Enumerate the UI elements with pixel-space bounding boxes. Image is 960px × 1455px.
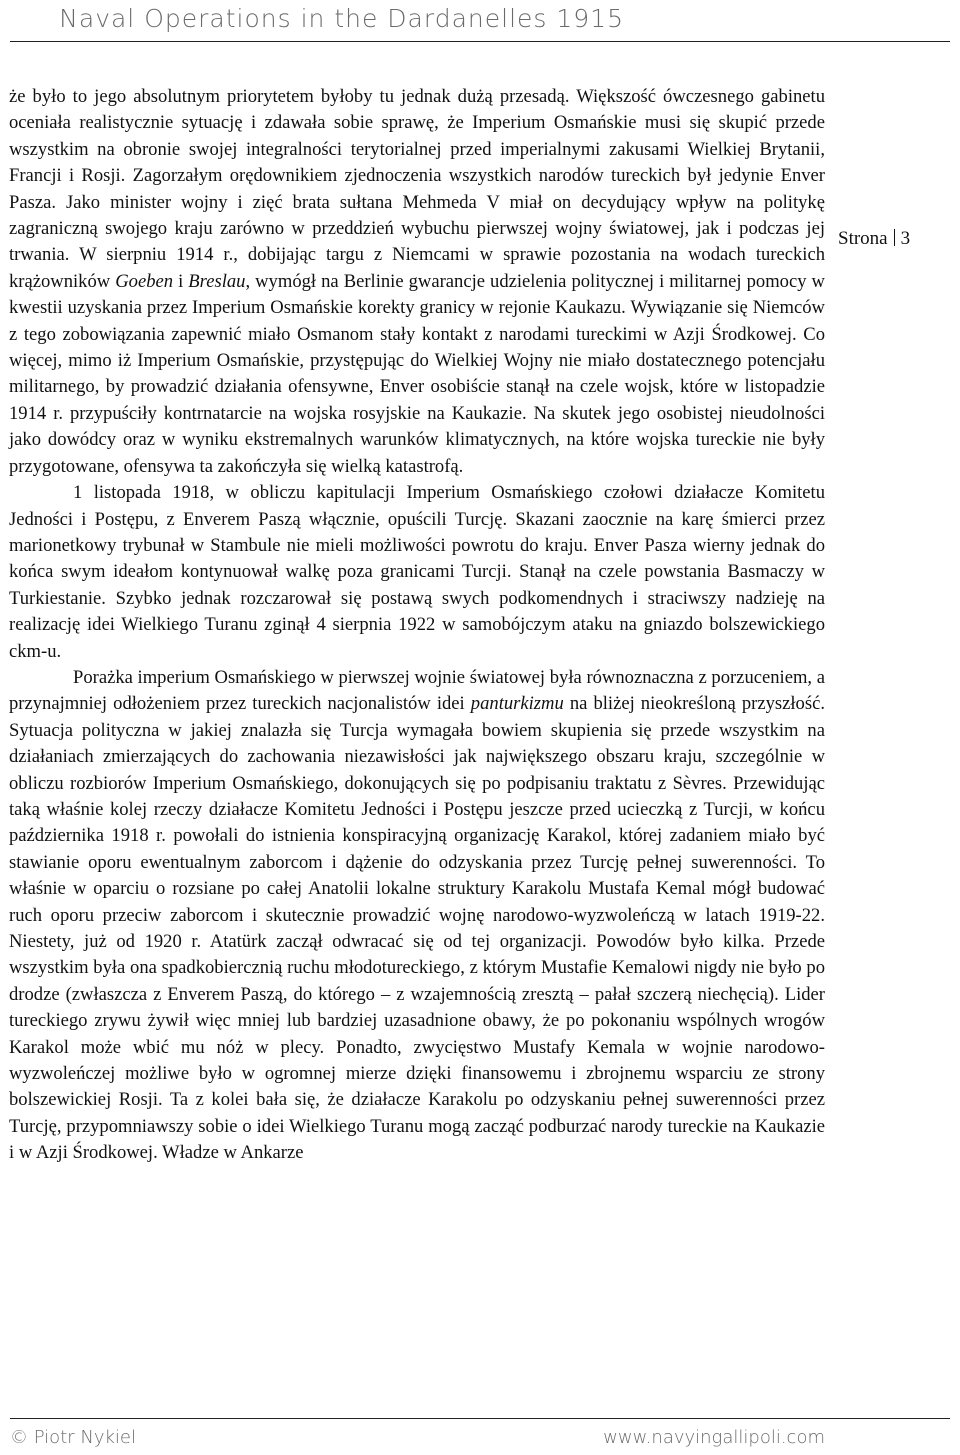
running-header-title: Naval Operations in the Dardanelles 1915 [59, 4, 624, 33]
body-text [9, 84, 825, 1167]
page-number-label [838, 228, 910, 250]
paragraph-2: 1 listopada 1918, w obliczu kapitulacji Imperium Osmańskiego czołowi działacze Komitetu Jedności i Postępu, z Enverem Paszą włącznie, opuścili Turcję. Skazani zaocznie na karę śmierci przez marionetkowy trybunał w Stambule nie mieli możliwości powrotu do kraju. Enver Pasza wierny jednak do końca swym ideałom kontynuował walkę poza granicami Turcji. Stanął na czele powstania Basmaczy w Turkiestanie. Szybko jednak rozczarował się postawą swych podkomendnych i straciwszy nadzieję na realizację idei Wielkiego Turanu zginął 4 sierpnia 1922 w samobójczym ataku na gniazdo bolszewickiego ckm-u. [9, 482, 825, 662]
paragraph-1-text-a: że było to jego absolutnym priorytetem byłoby tu jednak dużą przesadą. Większość ówczesnego gabinetu oceniała realistycznie sytuację i zdawała sobie sprawę, że Imperium Osmańskie musi się skupić przede wszystkim na obronie swojej integralności terytorialnej przed imperialnymi zakusami Wielkiej Brytanii, Francji i Rosji. Zagorzałym orędownikiem zjednoczenia wszystkich narodów tureckich był jedynie Enver Pasza. Jako minister wojny i zięć brata sułtana Mehmeda V miał on decydujący wpływ na politykę zagraniczną swojego kraju zarówno w przeddzień wybuchu pierwszej wojny światowej, jak i podczas jej trwania. W sierpniu 1914 r., dobijając targu z Niemcami w sprawie pozostania na wodach tureckich krążowników [9, 86, 825, 292]
term-panturkizm: panturkizmu [470, 693, 564, 715]
paragraph-1-text-c: , wymógł na Berlinie gwarancje udzielenia politycznej i militarnej pomocy w kwestii uzyskania przez Imperium Osmańskie korekty granicy w rejonie Kaukazu. Wywiązanie się Niemców z tego zobowiązania zapewnić miało Osmanom stały kontakt z narodami tureckimi w Azji Środkowej. Co więcej, mimo iż Imperium Osmańskie, przystępując do Wielkiej Wojny nie miało dostatecznego potencjału militarnego, by prowadzić działania ofensywne, Enver osobiście stanął na czele wojsk, które w listopadzie 1914 r. przypuściły kontrnatarcie na wojska rosyjskie na Kaukazie. Na skutek jego osobistej nieudolności jako dowódcy oraz w wyniku ekstremalnych warunków klimatycznych, na które wojska tureckie nie były przygotowane, ofensywa ta zakończyła się wielką katastrofą. [9, 270, 825, 477]
page-number: 3 [900, 228, 911, 249]
paragraph-3-text-a: Porażka imperium Osmańskiego w pierwszej wojnie światowej była równoznaczna z porzuceniem, a przynajmniej odłożeniem przez tureckich nacjonalistów idei [9, 666, 825, 715]
page-label-text: Strona [838, 228, 888, 249]
footer-divider [10, 1418, 950, 1419]
paragraph-1 [9, 84, 825, 480]
footer-author: © Piotr Nykiel [10, 1427, 136, 1448]
header-divider [10, 41, 950, 42]
paragraph-3-text-b: na bliżej nieokreśloną przyszłość. Sytuacja polityczna w jakiej znalazła się Turcja wymagała bowiem skupienia się przede wszystkim na działaniach zmierzających do zachowania niezawisłości jak największego obszaru kraju, szczególnie w obliczu rozbiorów Imperium Osmańskiego, dokonujących się po podpisaniu traktatu z Sèvres. Przewidując taką właśnie kolej rzeczy działacze Komitetu Jedności i Postępu jeszcze przed ucieczką z Turcji, w końcu października 1918 r. powołali do istnienia konspiracyjną organizację Karakol, której zadaniem miało być stawianie oporu ewentualnym zaborcom i dążenie do odzyskania przez Turcję pełnej suwerenności. To właśnie w oparciu o rozsiane po całej Anatolii lokalne struktury Karakolu Mustafa Kemal mógł budować ruch oporu przeciw zaborcom i skutecznie prowadzić wojnę narodowo-wyzwoleńczą w latach 1919-22. Niestety, już od 1920 r. Atatürk zaczął odwracać się od tej organizacji. Powodów było kilka. Przede wszystkim była ona spadkobiercznią ruchu młodotureckiego, z którym Mustafie Kemalowi nigdy nie było po drodze (zwłaszcza z Enverem Paszą, do którego – z wzajemnością zresztą – pałał szczerą niechęcią). Lider tureckiego zrywu żywił więc mniej lub bardziej uzasadnione obawy, że po pokonaniu wspólnych wrogów Karakol może wbić mu nóż w plecy. Ponadto, zwycięstwo Mustafy Kemala w wojnie narodowo-wyzwoleńczej możliwe było w ogromnej mierze dzięki finansowemu i zbrojnemu wsparciu ze strony bolszewickiej Rosji. Ta z kolei bała się, że działacze Karakolu po odzyskaniu pełnej suwerenności przez Turcję, przypomniawszy sobie o idei Wielkiego Turanu mogą zacząć podburzać narody tureckie na Kaukazie i w Azji Środkowej. Władze w Ankarze [9, 693, 825, 1164]
page-number-separator [894, 229, 895, 246]
ship-name-goeben: Goeben [115, 270, 174, 292]
paragraph-1-text-b: i [173, 270, 189, 292]
ship-name-breslau: Breslau [188, 270, 246, 292]
paragraph-3 [9, 665, 825, 1167]
footer-website-link[interactable]: www.navyingallipoli.com [603, 1427, 825, 1448]
